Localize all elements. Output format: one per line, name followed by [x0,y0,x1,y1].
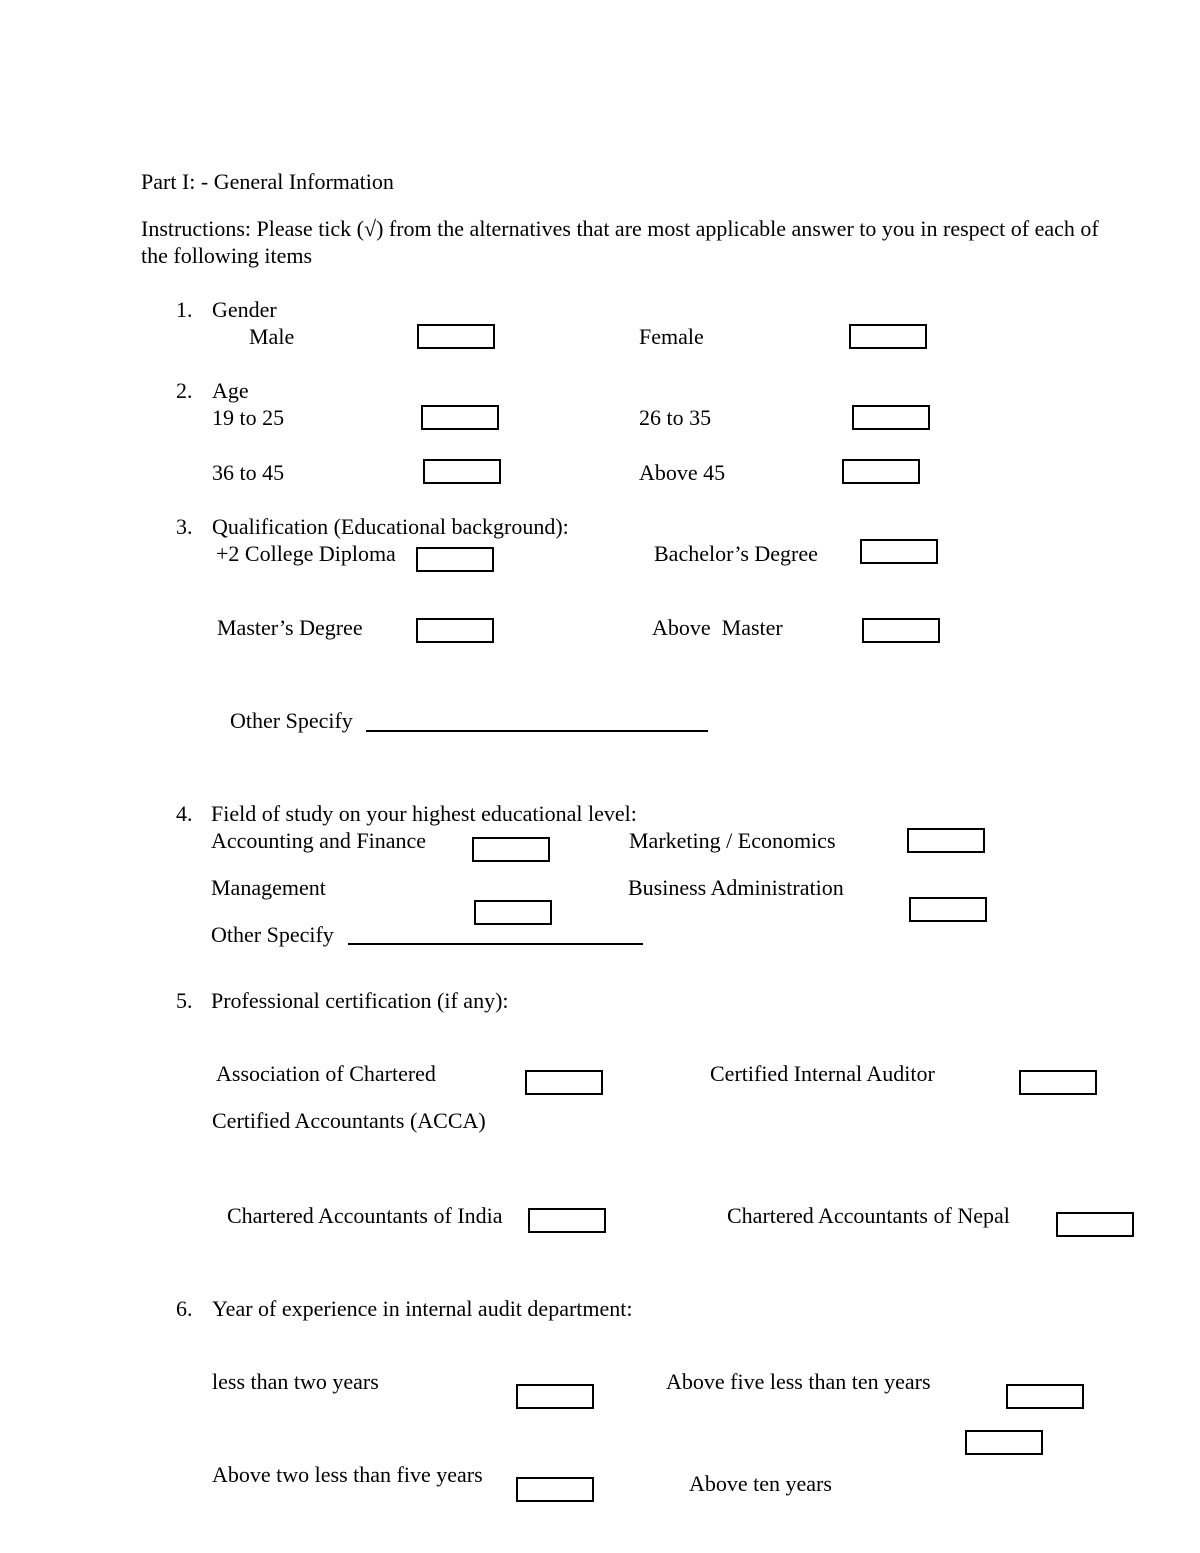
checkbox-female[interactable] [849,324,927,349]
option-acca-line1: Association of Chartered [216,1061,436,1086]
checkbox-male[interactable] [417,324,495,349]
checkbox-five-to-ten-years[interactable] [1006,1384,1084,1409]
option-accounting-finance: Accounting and Finance [211,828,427,853]
q5-label: Professional certification (if any): [211,988,509,1013]
checkbox-certified-internal-auditor[interactable] [1019,1070,1097,1095]
option-two-to-five-years: Above two less than five years [212,1462,483,1487]
option-age-19-25: 19 to 25 [212,405,285,430]
checkbox-less-than-two-years[interactable] [516,1384,594,1409]
option-acca-line2: Certified Accountants (ACCA) [212,1108,486,1133]
option-female: Female [639,324,704,349]
q4-other-specify-line[interactable] [348,943,643,945]
q6-label: Year of experience in internal audit department: [212,1296,633,1321]
option-above-master: Above Master [652,615,783,640]
q3-number: 3. [176,514,193,539]
checkbox-masters-degree[interactable] [416,618,494,643]
checkbox-college-diploma[interactable] [416,547,494,572]
part-title: Part I: - General Information [141,169,394,194]
checkbox-management[interactable] [474,900,552,925]
q5-number: 5. [176,988,193,1013]
q2-label: Age [212,378,249,403]
option-above-ten-years: Above ten years [689,1471,832,1496]
q4-other-specify-label: Other Specify [211,922,334,947]
option-age-36-45: 36 to 45 [212,460,285,485]
checkbox-ca-india[interactable] [528,1208,606,1233]
checkbox-marketing-economics[interactable] [907,828,985,853]
checkbox-age-26-35[interactable] [852,405,930,430]
checkbox-age-19-25[interactable] [421,405,499,430]
option-college-diploma: +2 College Diploma [216,541,396,566]
option-certified-internal-auditor: Certified Internal Auditor [710,1061,935,1086]
q3-other-specify-line[interactable] [366,730,708,732]
option-five-to-ten-years: Above five less than ten years [666,1369,931,1394]
q4-label: Field of study on your highest educational level: [211,801,637,826]
option-ca-india: Chartered Accountants of India [227,1203,503,1228]
option-marketing-economics: Marketing / Economics [629,828,836,853]
q1-label: Gender [212,297,277,322]
checkbox-bachelors-degree[interactable] [860,539,938,564]
option-management: Management [211,875,326,900]
checkbox-ca-nepal[interactable] [1056,1212,1134,1237]
checkbox-accounting-finance[interactable] [472,837,550,862]
checkbox-above-ten-years[interactable] [965,1430,1043,1455]
q3-label: Qualification (Educational background): [212,514,569,539]
instructions: Instructions: Please tick (√) from the alternatives that are most applicable answer to you in respect of each of the following items [141,216,1099,268]
option-age-above-45: Above 45 [639,460,726,485]
checkbox-business-administration[interactable] [909,897,987,922]
option-ca-nepal: Chartered Accountants of Nepal [727,1203,1010,1228]
option-less-than-two-years: less than two years [212,1369,379,1394]
option-masters-degree: Master’s Degree [217,615,363,640]
q1-number: 1. [176,297,193,322]
checkbox-acca[interactable] [525,1070,603,1095]
option-age-26-35: 26 to 35 [639,405,712,430]
q3-other-specify-label: Other Specify [230,708,353,733]
checkbox-age-above-45[interactable] [842,459,920,484]
option-bachelors-degree: Bachelor’s Degree [654,541,818,566]
option-male: Male [249,324,295,349]
option-business-administration: Business Administration [628,875,844,900]
q4-number: 4. [176,801,193,826]
checkbox-above-master[interactable] [862,618,940,643]
checkbox-two-to-five-years[interactable] [516,1477,594,1502]
q2-number: 2. [176,378,193,403]
q6-number: 6. [176,1296,193,1321]
checkbox-age-36-45[interactable] [423,459,501,484]
